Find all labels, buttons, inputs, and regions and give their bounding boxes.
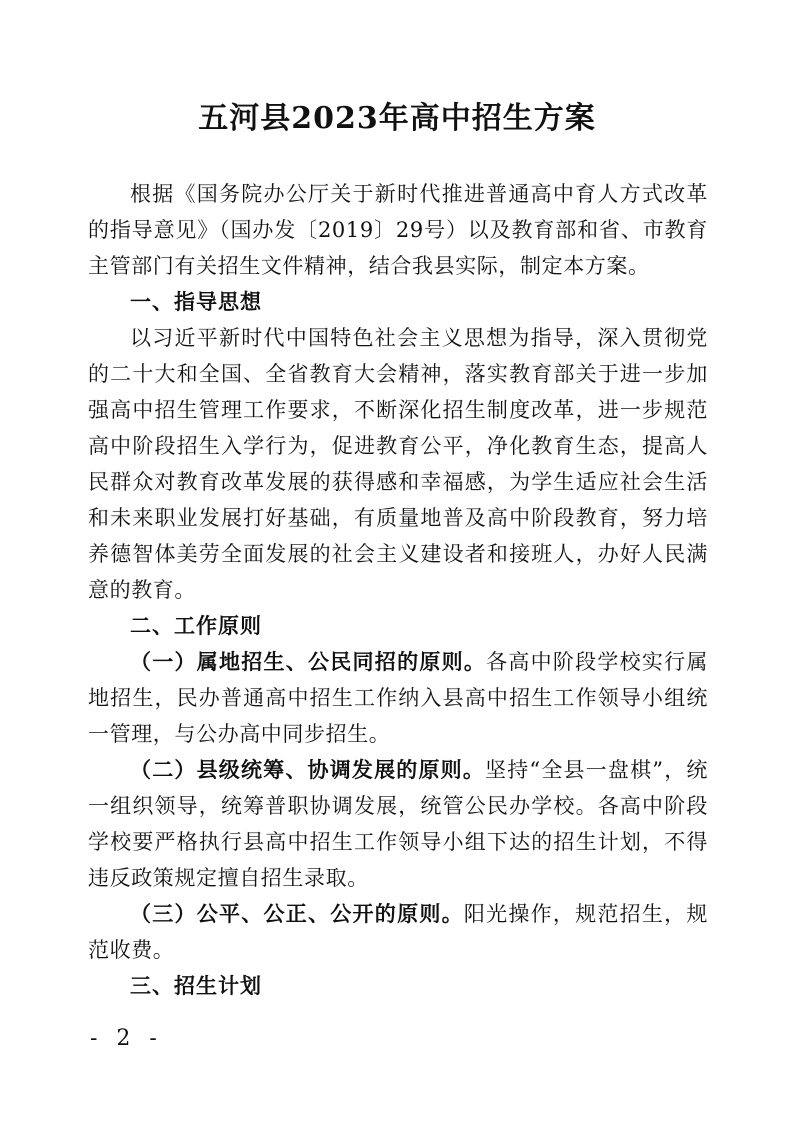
principle-paragraph (88, 896, 708, 968)
principle-paragraph (88, 752, 708, 896)
document-title: 五河县2023年高中招生方案 (198, 101, 596, 136)
section-heading: 三、招生计划 (130, 974, 262, 998)
section-paragraph (88, 320, 708, 608)
paragraph-text: 坚持“全县一盘棋”，统一组织领导，统筹普职协调发展，统管公民办学校。各高中阶段学校要严格执行县高中招生工作领导小组下达的招生计划，不得违反政策规定擅自招生录取。 (88, 758, 708, 890)
paragraph-text: 阳光操作，规范招生，规范收费。 (88, 902, 708, 962)
paragraph-text: 各高中阶段学校实行属地招生，民办普通高中招生工作纳入县高中招生工作领导小组统一管理，与公办高中同步招生。 (88, 650, 708, 746)
section-heading: 一、指导思想 (130, 290, 262, 314)
section-guiding-ideology (88, 284, 708, 608)
principle-lead: （一）属地招生、公民同招的原则。 (130, 649, 487, 674)
document-body (88, 176, 708, 1004)
intro-paragraph: 根据《国务院办公厅关于新时代推进普通高中育人方式改革的指导意见》（国办发〔2019〕29号）以及教育部和省、市教育主管部门有关招生文件精神，结合我县实际，制定本方案。 (88, 182, 708, 278)
section-enrollment-plan (88, 968, 708, 1004)
section-heading: 二、工作原则 (130, 614, 262, 638)
principle-paragraph (88, 644, 708, 752)
page-number: - 2 - (90, 1026, 163, 1051)
section-working-principles (88, 608, 708, 968)
principle-lead: （二）县级统筹、协调发展的原则。 (130, 757, 486, 782)
paragraph-text: 以习近平新时代中国特色社会主义思想为指导，深入贯彻党的二十大和全国、全省教育大会精神，落实教育部关于进一步加强高中招生管理工作要求，不断深化招生制度改革，进一步规范高中阶段招生入学行为，促进教育公平，净化教育生态，提高人民群众对教育改革发展的获得感和幸福感，为学生适应社会生活和未来职业发展打好基础，有质量地普及高中阶段教育，努力培养德智体美劳全面发展的社会主义建设者和接班人，办好人民满意的教育。 (88, 326, 708, 602)
principle-lead: （三）公平、公正、公开的原则。 (130, 901, 464, 926)
